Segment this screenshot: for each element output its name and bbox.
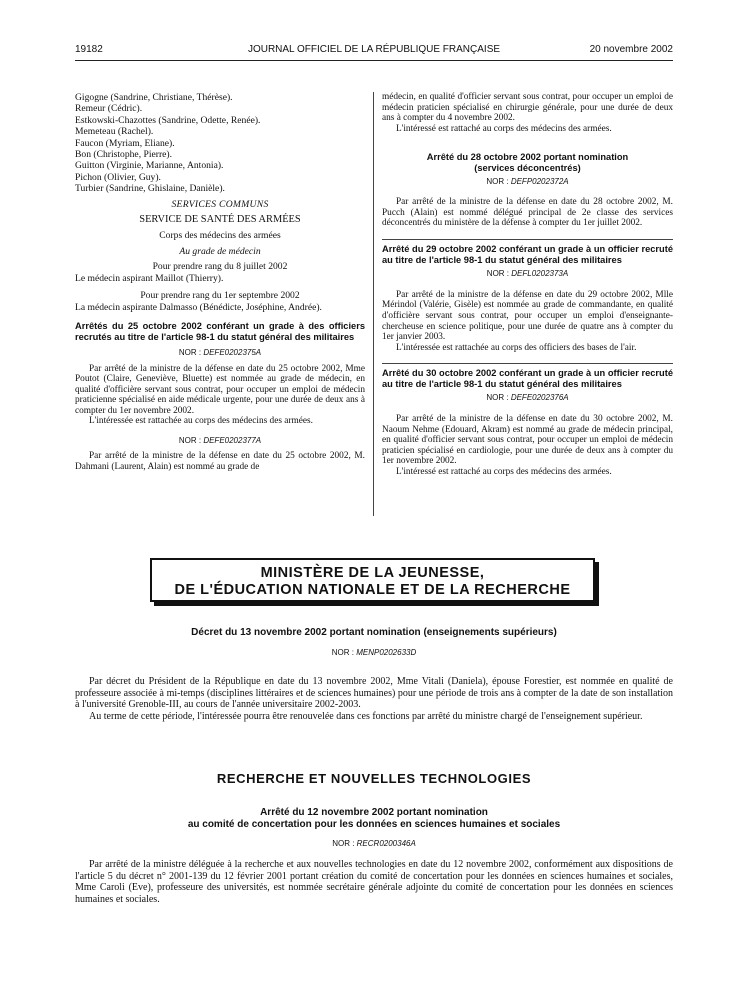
list-item: Memeteau (Rachel). <box>75 126 154 138</box>
rang-person-2: La médecin aspirante Dalmasso (Bénédicte, Joséphine, Andrée). <box>75 301 322 313</box>
right-column <box>382 92 673 478</box>
paragraph: Par décret du Président de la République en date du 13 novembre 2002, Mme Vitali (Daniela), épouse Forestier, est nommée en qualité de professeure associée à mi-temps (disciplines littéraires et de sciences humaines) pour une période de trois ans à compter de la date de son installation à l'université Grenoble-III, au cours de l'année universitaire 2002-2003. <box>75 676 673 711</box>
paragraph: Par arrêté de la ministre de la défense en date du 28 octobre 2002, M. Pucch (Alain) est nommé délégué principal de 2e classe des services déconcentrés du ministère de la défense à compter du 1er juillet 2002. <box>382 197 673 229</box>
arrete-heading: Arrêté du 29 octobre 2002 conférant un grade à un officier recruté au titre de l'article 98-1 du statut général des militaires <box>382 243 673 265</box>
paragraph: Par arrêté de la ministre déléguée à la recherche et aux nouvelles technologies en date du 12 novembre 2002, conformément aux dispositions de l'article 5 du décret n° 2001-139 du 12 février 2001 portant création du comité de concertation pour les données en sciences humaines et sociales, Mme Caroli (Eve), professeure des universités, est nommée secrétaire générale adjointe du comité de concertation pour les données en sciences humaines et sociales. <box>75 859 673 905</box>
service-sante-heading: SERVICE DE SANTÉ DES ARMÉES <box>139 214 301 226</box>
ministry-heading-line: DE L'ÉDUCATION NATIONALE ET DE LA RECHERCHE <box>174 582 571 598</box>
list-item: Faucon (Myriam, Eliane). <box>75 137 175 149</box>
paragraph: Au terme de cette période, l'intéressée pourra être renouvelée dans ces fonctions par arrêté du ministre chargé de l'enseignement supérieur. <box>89 710 643 722</box>
list-item: Estkowski-Chazottes (Sandrine, Odette, Renée). <box>75 114 261 126</box>
nor-reference: NOR : RECR0200346A <box>332 839 416 848</box>
arrete-heading: Arrêté du 12 novembre 2002 portant nomination <box>260 807 488 818</box>
page-number: 19182 <box>75 44 103 55</box>
grade-heading: Au grade de médecin <box>179 245 261 257</box>
nor-reference: NOR : DEFE0202375A <box>178 348 262 358</box>
paragraph: Par arrêté de la ministre de la défense en date du 25 octobre 2002, M. Dahmani (Laurent, Alain) est nommé au grade de <box>75 451 365 473</box>
arrete-subheading: (services déconcentrés) <box>474 162 581 173</box>
name-list <box>75 92 365 195</box>
decret-heading: Décret du 13 novembre 2002 portant nomination (enseignements supérieurs) <box>191 627 557 638</box>
journal-title: JOURNAL OFFICIEL DE LA RÉPUBLIQUE FRANÇAISE <box>247 44 501 55</box>
left-column <box>75 92 365 473</box>
list-item: Gigogne (Sandrine, Christiane, Thérèse). <box>75 92 233 103</box>
ministry-heading-box <box>150 558 595 602</box>
services-communs-heading: SERVICES COMMUNS <box>171 198 269 210</box>
arrete-heading: Arrêtés du 25 octobre 2002 conférant un grade à des officiers recrutés au titre de l'article 98-1 du statut général des militaires <box>75 320 365 342</box>
arrete-heading: Arrêté du 28 octobre 2002 portant nomination <box>426 152 629 163</box>
arrete-subheading: au comité de concertation pour les données en sciences humaines et sociales <box>187 819 561 830</box>
paragraph: L'intéressé est rattaché au corps des médecins des armées. <box>396 467 612 478</box>
rang-person-1: Le médecin aspirant Maillot (Thierry). <box>75 272 224 284</box>
nor-reference: NOR : DEFE0202376A <box>486 393 569 403</box>
section-heading: RECHERCHE ET NOUVELLES TECHNOLOGIES <box>216 771 532 786</box>
list-item: Remeur (Cédric). <box>75 103 143 115</box>
header-rule <box>75 60 673 61</box>
nor-reference: NOR : DEFE0202377A <box>178 436 262 446</box>
list-item: Bon (Christophe, Pierre). <box>75 149 172 161</box>
column-divider <box>373 92 374 516</box>
paragraph: Par arrêté de la ministre de la défense en date du 30 octobre 2002, M. Naoum Nehme (Edouard, Akram) est nommé au grade de médecin principal, en qualité d'officier servant sous contrat, pour occuper un emploi de médecin praticien spécialisé en cardiologie, pour une durée de deux ans à compter du 1er novembre 2002. <box>382 414 673 467</box>
divider <box>382 239 673 240</box>
list-item: Turbier (Sandrine, Ghislaine, Danièle). <box>75 183 225 195</box>
arrete-heading: Arrêté du 30 octobre 2002 conférant un grade à un officier recruté au titre de l'article 98-1 du statut général des militaires <box>382 368 673 389</box>
issue-date: 20 novembre 2002 <box>589 44 673 55</box>
paragraph: L'intéressée est rattachée au corps des officiers des bases de l'air. <box>396 342 637 353</box>
nor-reference: NOR : DEFL0202373A <box>486 269 569 279</box>
paragraph: Par arrêté de la ministre de la défense en date du 29 octobre 2002, Mlle Mérindol (Valérie, Gisèle) est nommée au grade de commandante, en qualité d'officière servant sous contrat, pour occuper un emploi d'enseignante-chercheuse en science politique, pour une durée de quatre ans à compter du 1er janvier 2003. <box>382 289 673 343</box>
rang-heading-1: Pour prendre rang du 8 juillet 2002 <box>152 261 288 273</box>
decret-body <box>75 676 673 722</box>
divider <box>382 363 673 364</box>
rang-heading-2: Pour prendre rang du 1er septembre 2002 <box>140 290 300 302</box>
list-item: Pichon (Olivier, Guy). <box>75 171 161 183</box>
paragraph: L'intéressée est rattachée au corps des médecins des armées. <box>89 416 313 427</box>
paragraph: Par arrêté de la ministre de la défense en date du 25 octobre 2002, Mme Poutot (Claire, Geneviève, Bluette) est nommée au grade de médecin, en qualité d'officière servant sous contrat, pour occuper un emploi de médecin praticienne spécialisé en aide médicale urgente, pour une durée de deux ans à compter du 1er novembre 2002. <box>75 363 365 416</box>
corps-heading: Corps des médecins des armées <box>159 230 281 242</box>
ministry-heading-line: MINISTÈRE DE LA JEUNESSE, <box>260 565 485 581</box>
page-header <box>75 42 673 58</box>
nor-reference: NOR : MENP0202633D <box>331 648 417 657</box>
paragraph: L'intéressé est rattaché au corps des médecins des armées. <box>396 123 612 134</box>
paragraph: médecin, en qualité d'officier servant sous contrat, pour occuper un emploi de médecin praticien spécialisé en chirurgie générale, pour une durée de deux ans à compter du 4 novembre 2002. <box>382 92 673 124</box>
nor-reference: NOR : DEFP0202372A <box>486 176 569 186</box>
list-item: Guitton (Virginie, Marianne, Antonia). <box>75 160 224 172</box>
